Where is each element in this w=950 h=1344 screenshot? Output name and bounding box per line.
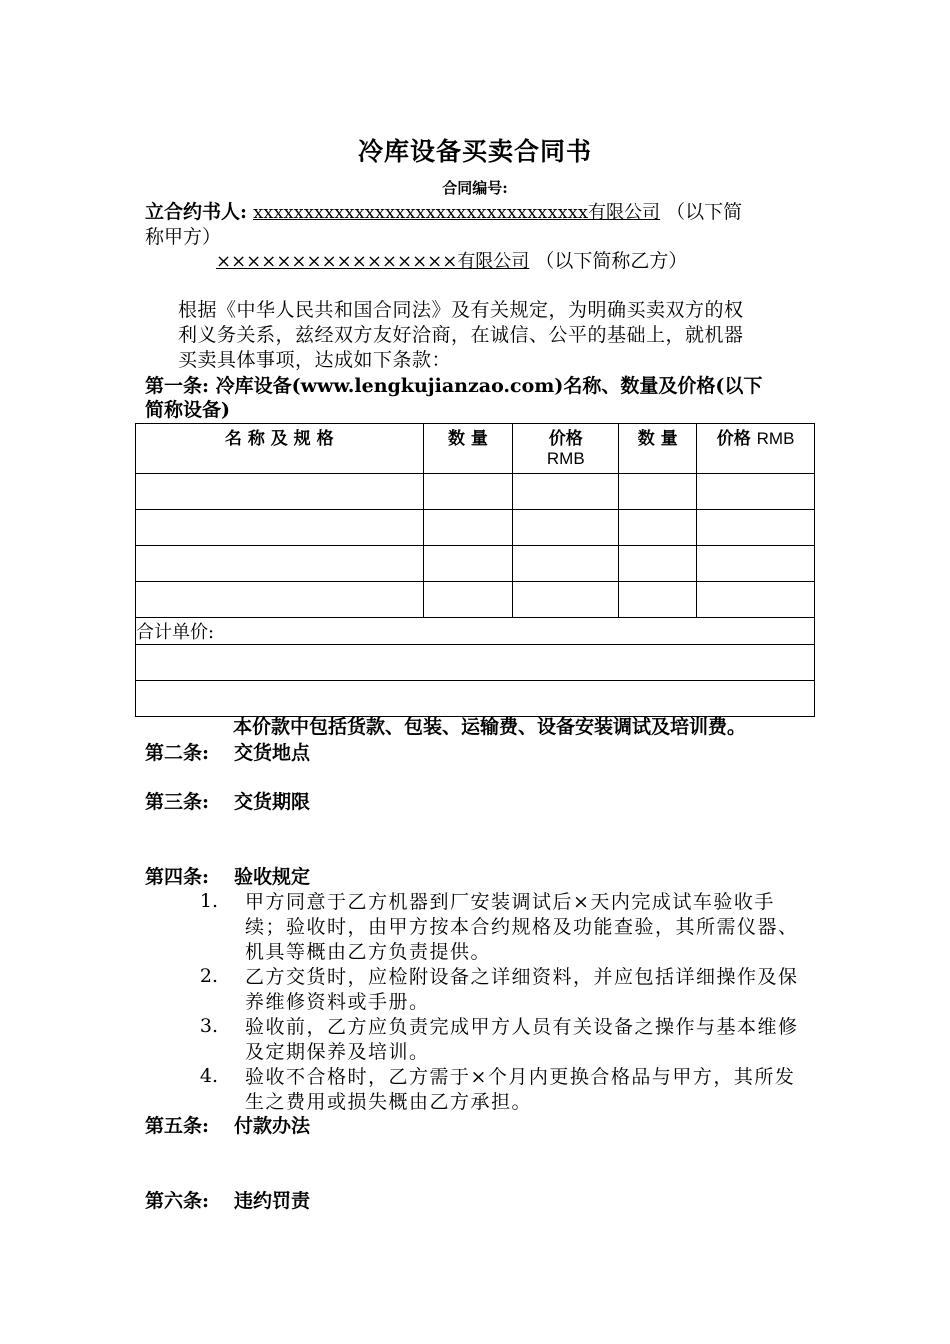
table-row	[136, 681, 815, 717]
article-2-title: 交货地点	[234, 742, 311, 764]
list-item-number: 2.	[199, 965, 218, 987]
party-a-line	[145, 200, 742, 225]
party-b-note: （以下简称乙方）	[535, 250, 688, 272]
article-4-label: 第四条:	[145, 866, 210, 888]
list-item-number: 1.	[199, 890, 218, 912]
article-3-label: 第三条:	[145, 791, 210, 813]
list-item-number: 4.	[199, 1065, 218, 1087]
total-label: 合计单价:	[136, 618, 815, 645]
article-4-title: 验收规定	[234, 866, 311, 888]
intro-line-1: 根据《中华人民共和国合同法》及有关规定，为明确买卖双方的权	[178, 299, 744, 321]
table-row	[136, 645, 815, 681]
col-price-1-unit: RMB	[546, 449, 585, 468]
col-name-spec: 名 称 及 规 格	[136, 424, 424, 474]
party-b-line	[216, 249, 687, 274]
list-item-number: 3.	[199, 1015, 218, 1037]
party-a-name: xxxxxxxxxxxxxxxxxxxxxxxxxxxxxxxxx有限公司	[253, 202, 661, 223]
table-row	[136, 582, 815, 618]
table-row	[136, 546, 815, 582]
table-header-row	[136, 424, 815, 474]
document-title: 冷库设备买卖合同书	[357, 137, 592, 166]
intro-line-3: 买卖具体事项，达成如下条款：	[178, 349, 452, 371]
party-a-note-cont: 称甲方）	[145, 226, 222, 248]
article-3-title: 交货期限	[234, 791, 311, 813]
col-price-2-unit: RMB	[756, 429, 795, 448]
col-price-2	[697, 424, 815, 474]
article-5-label: 第五条:	[145, 1115, 210, 1137]
party-b-name: ××××××××××××××××有限公司	[216, 251, 530, 272]
parties-label: 立合约书人:	[145, 201, 248, 223]
col-quantity-2: 数 量	[619, 424, 697, 474]
table-row	[136, 474, 815, 510]
total-row	[136, 618, 815, 645]
list-item: 验收前，乙方应负责完成甲方人员有关设备之操作与基本维修及定期保养及培训。	[245, 1016, 799, 1063]
article-6-title: 违约罚责	[234, 1190, 311, 1212]
col-price-1	[513, 424, 619, 474]
article-2-label: 第二条:	[145, 742, 210, 764]
table-row	[136, 510, 815, 546]
list-item: 验收不合格时，乙方需于×个月内更换合格品与甲方，其所发生之费用或损失概由乙方承担。	[245, 1066, 796, 1113]
equipment-table	[135, 423, 815, 717]
intro-line-2: 利义务关系，兹经双方友好洽商，在诚信、公平的基础上，就机器	[178, 324, 744, 346]
article-1-heading-cont: 简称设备)	[145, 399, 230, 421]
col-price-2-label: 价格	[716, 429, 751, 449]
contract-number-label: 合同编号:	[442, 179, 508, 197]
list-item: 乙方交货时，应检附设备之详细资料，并应包括详细操作及保养维修资料或手册。	[245, 966, 799, 1013]
party-a-note: （以下简	[666, 201, 743, 223]
article-1-heading: 第一条: 冷库设备(www.lengkujianzao.com)名称、数量及价格(以下	[145, 375, 763, 397]
list-item: 甲方同意于乙方机器到厂安装调试后×天内完成试车验收手续；验收时，由甲方按本合约规格及功能查验，其所需仪器、机具等概由乙方负责提供。	[245, 891, 799, 963]
article-6-label: 第六条:	[145, 1190, 210, 1212]
article-5-title: 付款办法	[234, 1115, 311, 1137]
price-note: 本价款中包括货款、包装、运输费、设备安装调试及培训费。	[233, 716, 747, 738]
col-quantity-1: 数 量	[423, 424, 513, 474]
col-price-1-label: 价格	[548, 429, 583, 449]
